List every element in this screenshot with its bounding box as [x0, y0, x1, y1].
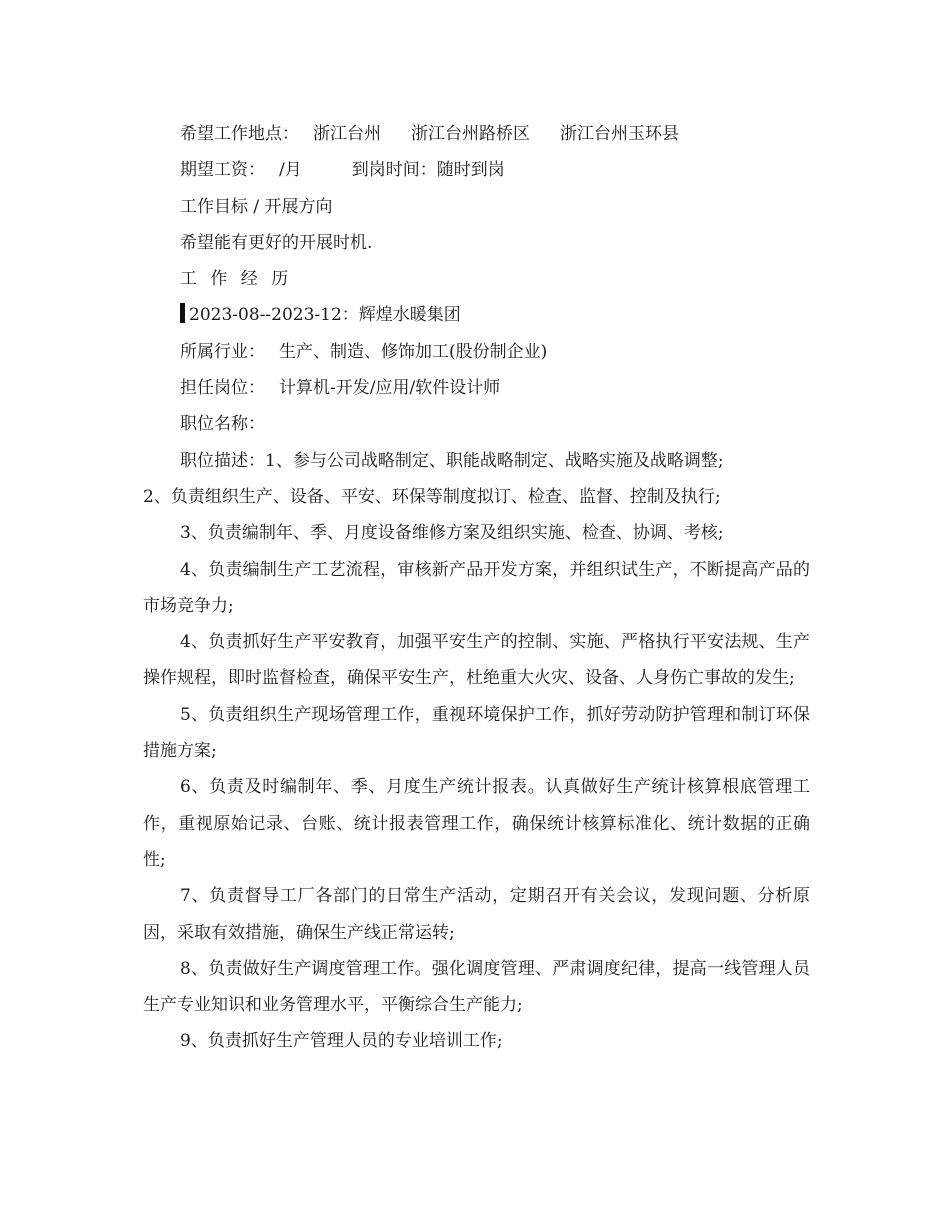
desc-second: 2、负责组织生产、设备、平安、环保等制度拟订、检查、监督、控制及执行;: [143, 486, 721, 507]
desc-item-6: 6、负责及时编制年、季、月度生产统计报表。认真做好生产统计核算根底管理工作，重视原始记录、台账、统计报表管理工作，确保统计核算标准化、统计数据的正确性;: [143, 777, 810, 870]
section-bar-icon: [180, 303, 185, 323]
desc-item-5: 5、负责组织生产现场管理工作，重视环境保护工作，抓好劳动防护管理和制订环保措施方案;: [143, 704, 810, 762]
location-value-1: 浙江台州: [313, 124, 381, 144]
arrival-label: 到岗时间：: [351, 160, 437, 181]
desc-item-9: 9、负责抓好生产管理人员的专业培训工作;: [180, 1031, 503, 1052]
industry-value: 生产、制造、修饰加工(股份制企业): [279, 341, 548, 362]
salary-label: 期望工资：: [180, 160, 265, 181]
title-label: 职位名称：: [180, 414, 265, 435]
desc-item-8: 8、负责做好生产调度管理工作。强化调度管理、严肃调度纪律，提高一线管理人员生产专业知识和业务管理水平，平衡综合生产能力;: [143, 958, 810, 1016]
desc-item-4b: 4、负责抓好生产平安教育，加强平安生产的控制、实施、严格执行平安法规、生产操作规程，即时监督检查，确保平安生产，杜绝重大火灾、设备、人身伤亡事故的发生;: [143, 632, 810, 689]
location-value-2: 浙江台州路桥区: [411, 124, 530, 144]
salary-value: /月: [279, 160, 302, 181]
goal-text: 希望能有更好的开展时机.: [180, 232, 373, 253]
job-period: 2023-08--2023-12：: [189, 305, 359, 326]
desc-item-4a: 4、负责编制生产工艺流程，审核新产品开发方案，并组织试生产，不断提高产品的市场竞争力;: [143, 559, 810, 616]
post-row: [143, 370, 810, 406]
industry-label: 所属行业：: [180, 341, 265, 362]
experience-heading: 工 作 经 历: [180, 269, 293, 290]
location-label: 希望工作地点：: [180, 124, 299, 144]
industry-row: [143, 334, 810, 370]
location-value-3: 浙江台州玉环县: [560, 124, 679, 144]
desc-label: 职位描述：: [180, 450, 265, 471]
title-row: [143, 406, 810, 442]
post-value: 计算机-开发/应用/软件设计师: [279, 378, 501, 399]
salary-row: [143, 152, 810, 188]
desc-first: 1、参与公司战略制定、职能战略制定、战略实施及战略调整;: [265, 450, 724, 471]
desc-item-3: 3、负责编制年、季、月度设备维修方案及组织实施、检查、协调、考核;: [180, 523, 724, 544]
goal-heading: 工作目标 / 开展方向: [180, 196, 333, 217]
job-header: [143, 297, 810, 333]
job-company: 辉煌水暖集团: [358, 305, 461, 326]
post-label: 担任岗位：: [180, 378, 265, 399]
arrival-value: 随时到岗: [436, 160, 505, 181]
desc-row: [143, 443, 810, 479]
desc-item-7: 7、负责督导工厂各部门的日常生产活动，定期召开有关会议，发现问题、分析原因，采取有效措施，确保生产线正常运转;: [143, 886, 810, 943]
location-row: [143, 116, 810, 152]
